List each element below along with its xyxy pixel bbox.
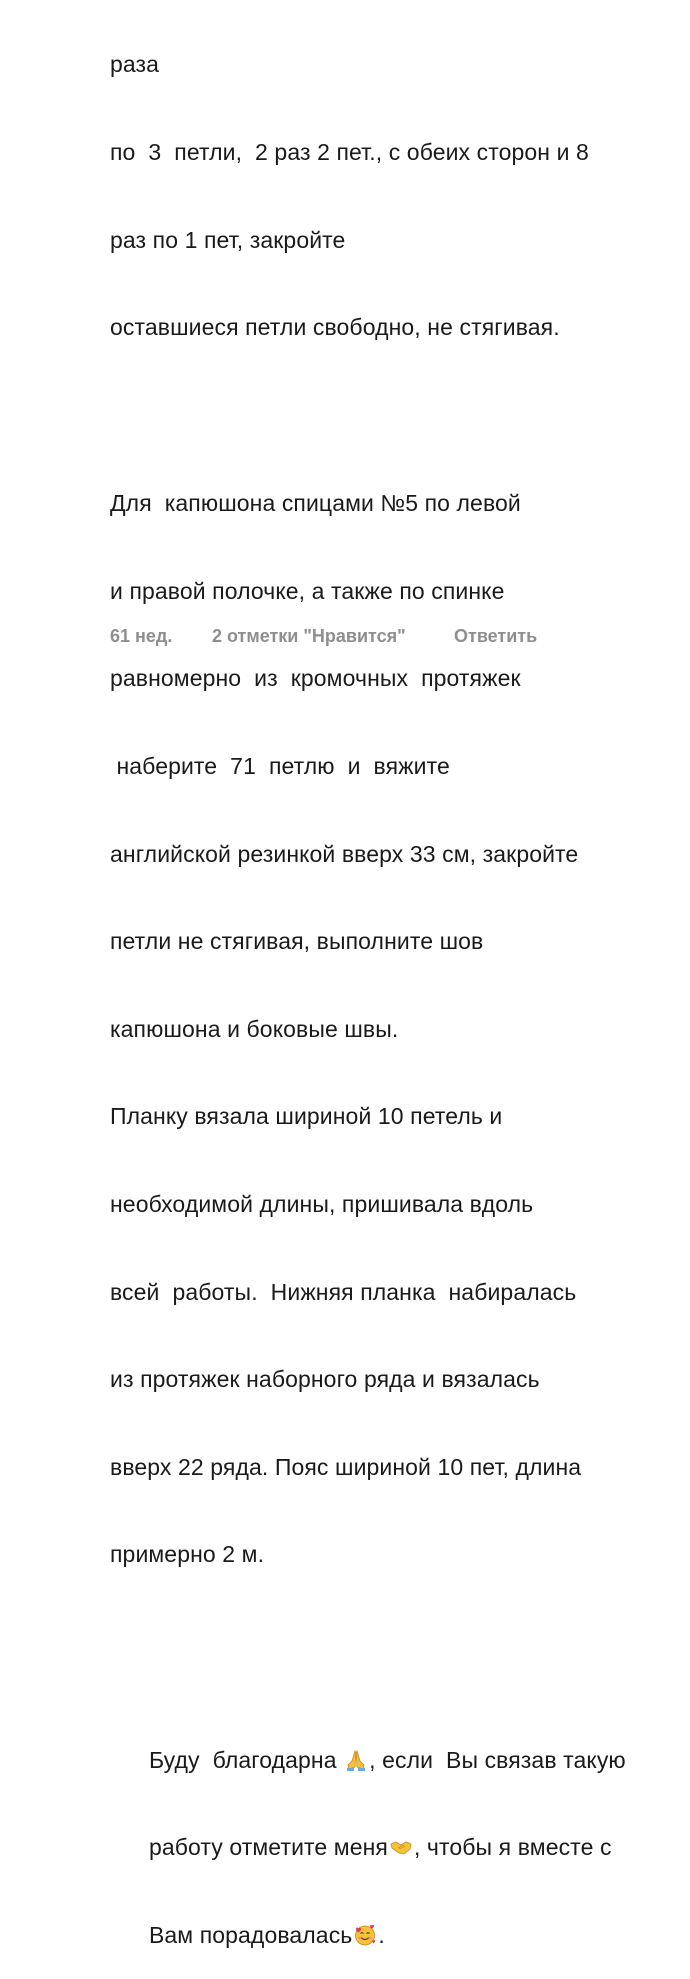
comment-line: по 3 петли, 2 раз 2 пет., с обеих сторон и 8 — [110, 139, 589, 165]
comment-text: Вам порадовалась — [148, 1921, 353, 1948]
smiling-face-with-hearts-icon — [353, 1923, 377, 1947]
comment-line: Для капюшона спицами №5 по левой — [110, 490, 521, 517]
comment-line: Планку вязала шириной 10 петель и — [110, 1103, 503, 1130]
reply-button[interactable]: Ответить — [454, 626, 538, 646]
comment-line — [110, 1892, 680, 1948]
comment-line: и правой полочке, а также по спинке — [110, 577, 505, 604]
comment-text: , если Вы связав такую — [369, 1746, 626, 1773]
comment-paragraph-hood — [110, 431, 680, 1628]
comment-line: раз по 1 пет, закройте — [110, 226, 346, 253]
comment-footer — [110, 626, 537, 647]
comment-text: работу отметите меня — [148, 1834, 388, 1861]
comment-line: раза — [110, 51, 160, 78]
comment-text: . — [378, 1921, 385, 1948]
comment-line: английской резинкой вверх 33 см, закройте — [110, 840, 579, 867]
comment-line: петли не стягивая, выполните шов — [110, 928, 484, 955]
comment-text: Буду благодарна — [148, 1746, 344, 1773]
comment-line: из протяжек наборного ряда и вязалась — [110, 1366, 540, 1393]
handshake-icon — [389, 1835, 413, 1859]
comment-body — [110, 0, 680, 1979]
comment-line — [110, 1804, 680, 1861]
comment-timestamp[interactable]: 61 нед. — [110, 626, 173, 646]
comment-line: наберите 71 петлю и вяжите — [110, 752, 450, 779]
comment-line: капюшона и боковые швы. — [110, 1015, 399, 1042]
comment-paragraph-thanks — [110, 1658, 680, 1979]
comment-paragraph-intro — [110, 0, 680, 401]
comment-line: оставшиеся петли свободно, не стягивая. — [110, 314, 560, 341]
comment-text: , чтобы я вместе с — [413, 1834, 612, 1861]
comment-line: равномерно из кромочных протяжек — [110, 665, 521, 692]
comment-line: необходимой длины, пришивала вдоль — [110, 1190, 534, 1217]
comment-line: вверх 22 ряда. Пояс шириной 10 пет, длина — [110, 1453, 582, 1480]
comment-line: примерно 2 м. — [110, 1541, 265, 1568]
comment-line: всей работы. Нижняя планка набиралась — [110, 1278, 577, 1305]
likes-count-link[interactable]: 2 отметки "Нравится" — [212, 626, 406, 646]
comment-line — [110, 1716, 680, 1773]
praying-hands-icon — [344, 1748, 368, 1772]
